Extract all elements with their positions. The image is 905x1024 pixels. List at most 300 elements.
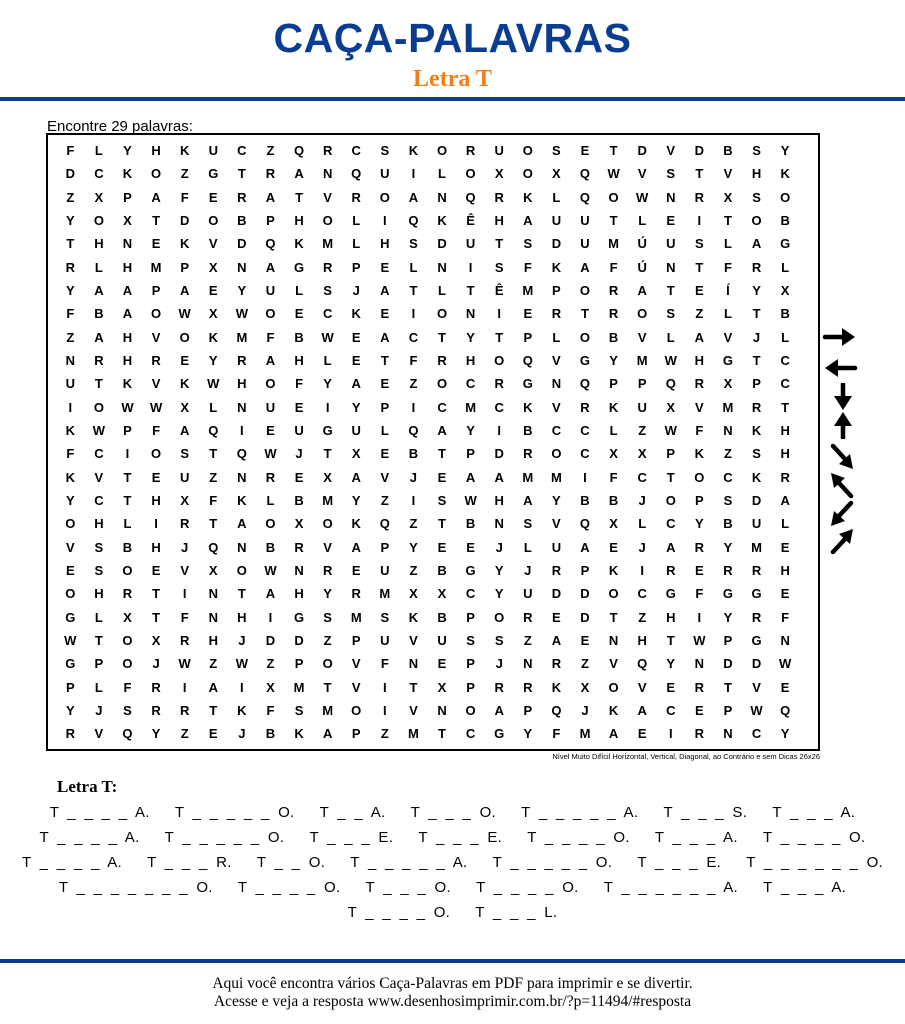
grid-cell[interactable]: V — [552, 399, 561, 415]
grid-cell[interactable]: R — [94, 352, 104, 368]
grid-cell[interactable]: S — [523, 516, 533, 532]
grid-cell[interactable]: L — [552, 329, 561, 345]
grid-cell[interactable]: Y — [609, 352, 618, 368]
grid-cell[interactable]: U — [265, 282, 276, 298]
grid-cell[interactable]: R — [351, 586, 361, 602]
grid-cell[interactable]: M — [408, 726, 419, 742]
grid-cell[interactable]: Y — [666, 656, 676, 672]
grid-cell[interactable]: G — [208, 166, 219, 182]
grid-cell[interactable]: T — [666, 632, 675, 648]
grid-cell[interactable]: R — [608, 282, 619, 298]
grid-cell[interactable]: T — [666, 282, 675, 298]
grid-cell[interactable]: O — [122, 562, 133, 578]
grid-cell[interactable]: A — [666, 539, 676, 555]
grid-cell[interactable]: A — [494, 469, 504, 485]
grid-cell[interactable]: O — [579, 329, 591, 345]
grid-cell[interactable]: B — [437, 609, 447, 625]
grid-cell[interactable]: I — [497, 306, 502, 322]
grid-cell[interactable]: X — [552, 166, 561, 182]
grid-cell[interactable]: I — [240, 679, 244, 695]
grid-cell[interactable]: C — [94, 446, 104, 462]
grid-cell[interactable]: X — [208, 259, 218, 275]
grid-cell[interactable]: E — [666, 212, 676, 228]
grid-cell[interactable]: X — [437, 586, 447, 602]
grid-cell[interactable]: H — [465, 352, 476, 368]
grid-cell[interactable]: Q — [408, 422, 419, 438]
grid-cell[interactable]: F — [180, 189, 189, 205]
grid-cell[interactable]: V — [695, 399, 704, 415]
grid-cell[interactable]: T — [609, 212, 618, 228]
grid-cell[interactable]: I — [240, 422, 244, 438]
grid-cell[interactable]: E — [380, 446, 390, 462]
grid-cell[interactable]: G — [65, 609, 76, 625]
grid-cell[interactable]: E — [208, 726, 218, 742]
grid-cell[interactable]: Y — [323, 376, 332, 392]
grid-cell[interactable]: B — [265, 539, 276, 555]
grid-cell[interactable]: Q — [265, 236, 276, 252]
grid-cell[interactable]: Z — [380, 492, 389, 508]
grid-cell[interactable]: S — [94, 562, 104, 578]
grid-cell[interactable]: L — [94, 609, 103, 625]
grid-cell[interactable]: O — [436, 376, 448, 392]
grid-cell[interactable]: O — [436, 143, 448, 158]
grid-cell[interactable]: L — [94, 143, 103, 158]
grid-cell[interactable]: C — [637, 469, 647, 485]
grid-cell[interactable]: H — [151, 539, 161, 555]
grid-cell[interactable]: H — [294, 586, 304, 602]
grid-cell[interactable]: F — [66, 446, 75, 462]
grid-cell[interactable]: G — [780, 236, 791, 252]
grid-cell[interactable]: U — [580, 212, 590, 228]
grid-cell[interactable]: U — [265, 399, 276, 415]
grid-cell[interactable]: Q — [293, 143, 305, 158]
grid-cell[interactable]: S — [523, 236, 533, 252]
grid-cell[interactable]: Z — [180, 726, 189, 742]
grid-cell[interactable]: H — [751, 166, 762, 182]
grid-cell[interactable]: R — [751, 399, 762, 415]
grid-cell[interactable]: L — [266, 492, 275, 508]
grid-cell[interactable]: X — [208, 306, 218, 322]
grid-cell[interactable]: U — [208, 143, 218, 158]
grid-cell[interactable]: H — [237, 609, 247, 625]
grid-cell[interactable]: K — [65, 469, 75, 485]
grid-cell[interactable]: T — [323, 446, 332, 462]
grid-cell[interactable]: A — [351, 469, 361, 485]
grid-cell[interactable]: P — [466, 656, 475, 672]
grid-cell[interactable]: H — [780, 422, 790, 438]
grid-cell[interactable]: T — [94, 632, 103, 648]
grid-cell[interactable]: F — [552, 726, 561, 742]
grid-cell[interactable]: S — [466, 632, 475, 648]
grid-cell[interactable]: R — [265, 469, 276, 485]
grid-cell[interactable]: V — [351, 679, 361, 695]
grid-cell[interactable]: G — [751, 632, 762, 648]
grid-cell[interactable]: V — [208, 236, 218, 252]
grid-cell[interactable]: R — [694, 189, 705, 205]
grid-cell[interactable]: F — [380, 656, 389, 672]
grid-cell[interactable]: N — [322, 166, 333, 182]
grid-cell[interactable]: Q — [579, 189, 591, 205]
grid-cell[interactable]: T — [495, 236, 504, 252]
grid-cell[interactable]: E — [380, 376, 390, 392]
grid-cell[interactable]: P — [380, 539, 390, 555]
grid-cell[interactable]: S — [494, 259, 504, 275]
grid-cell[interactable]: W — [464, 492, 477, 508]
grid-cell[interactable]: C — [322, 306, 333, 322]
grid-cell[interactable]: U — [666, 236, 676, 252]
grid-cell[interactable]: E — [695, 562, 704, 578]
grid-cell[interactable]: V — [151, 376, 161, 392]
grid-cell[interactable]: A — [751, 236, 762, 252]
grid-cell[interactable]: A — [208, 679, 218, 695]
grid-cell[interactable]: A — [523, 492, 533, 508]
grid-cell[interactable]: P — [580, 562, 590, 578]
grid-cell[interactable]: W — [235, 656, 248, 672]
grid-cell[interactable]: P — [94, 656, 104, 672]
grid-cell[interactable]: Y — [695, 516, 704, 532]
grid-cell[interactable]: P — [523, 329, 533, 345]
grid-cell[interactable]: L — [380, 422, 389, 438]
grid-cell[interactable]: W — [750, 702, 763, 718]
grid-cell[interactable]: A — [322, 726, 333, 742]
grid-cell[interactable]: I — [697, 609, 702, 625]
grid-cell[interactable]: I — [154, 516, 158, 532]
grid-cell[interactable]: Ê — [466, 212, 475, 228]
grid-cell[interactable]: H — [94, 586, 104, 602]
grid-cell[interactable]: T — [695, 259, 704, 275]
grid-cell[interactable]: R — [666, 562, 676, 578]
grid-cell[interactable]: Z — [409, 376, 418, 392]
grid-cell[interactable]: H — [780, 562, 790, 578]
grid-cell[interactable]: T — [752, 306, 761, 322]
grid-cell[interactable]: M — [322, 236, 334, 252]
grid-cell[interactable]: A — [265, 586, 276, 602]
grid-cell[interactable]: J — [495, 656, 503, 672]
grid-cell[interactable]: A — [122, 282, 133, 298]
grid-cell[interactable]: Y — [466, 329, 475, 345]
grid-cell[interactable]: Q — [522, 352, 533, 368]
grid-cell[interactable]: O — [494, 352, 505, 368]
grid-cell[interactable]: M — [636, 352, 648, 368]
grid-cell[interactable]: A — [608, 726, 619, 742]
grid-cell[interactable]: P — [637, 376, 647, 392]
grid-cell[interactable]: S — [323, 609, 332, 625]
grid-cell[interactable]: R — [151, 679, 161, 695]
grid-cell[interactable]: B — [580, 492, 590, 508]
grid-cell[interactable]: Y — [466, 422, 475, 438]
grid-cell[interactable]: X — [723, 189, 733, 205]
grid-cell[interactable]: O — [608, 189, 619, 205]
grid-cell[interactable]: C — [437, 399, 447, 415]
grid-cell[interactable]: X — [666, 399, 676, 415]
grid-cell[interactable]: E — [609, 539, 618, 555]
grid-cell[interactable]: L — [781, 516, 790, 532]
grid-cell[interactable]: M — [522, 282, 534, 298]
grid-cell[interactable]: E — [351, 329, 361, 345]
grid-cell[interactable]: R — [608, 306, 619, 322]
grid-cell[interactable]: V — [723, 166, 733, 182]
grid-cell[interactable]: R — [580, 399, 590, 415]
grid-cell[interactable]: T — [723, 212, 732, 228]
grid-cell[interactable]: L — [209, 399, 218, 415]
grid-cell[interactable]: O — [579, 282, 591, 298]
grid-cell[interactable]: S — [666, 306, 676, 322]
grid-cell[interactable]: R — [780, 469, 790, 485]
grid-cell[interactable]: M — [322, 702, 334, 718]
grid-cell[interactable]: K — [608, 399, 619, 415]
grid-cell[interactable]: L — [609, 422, 618, 438]
grid-cell[interactable]: R — [694, 679, 705, 695]
grid-cell[interactable]: B — [294, 329, 304, 345]
grid-cell[interactable]: R — [237, 189, 247, 205]
grid-cell[interactable]: F — [66, 306, 75, 322]
grid-cell[interactable]: L — [352, 236, 361, 252]
grid-cell[interactable]: S — [666, 166, 676, 182]
grid-cell[interactable]: V — [380, 469, 390, 485]
grid-cell[interactable]: Y — [351, 492, 361, 508]
grid-cell[interactable]: F — [152, 422, 161, 438]
grid-cell[interactable]: Z — [209, 656, 218, 672]
grid-cell[interactable]: T — [152, 586, 161, 602]
grid-cell[interactable]: K — [608, 562, 619, 578]
grid-cell[interactable]: N — [437, 702, 447, 718]
grid-cell[interactable]: G — [722, 586, 734, 602]
grid-cell[interactable]: T — [380, 352, 389, 368]
grid-cell[interactable]: K — [694, 446, 705, 462]
grid-cell[interactable]: X — [609, 516, 618, 532]
grid-cell[interactable]: W — [779, 656, 792, 672]
grid-cell[interactable]: N — [780, 632, 790, 648]
grid-cell[interactable]: X — [437, 679, 447, 695]
grid-cell[interactable]: K — [408, 609, 419, 625]
grid-cell[interactable]: O — [236, 562, 247, 578]
grid-cell[interactable]: S — [294, 702, 304, 718]
grid-cell[interactable]: S — [695, 236, 704, 252]
grid-cell[interactable]: G — [65, 656, 76, 672]
grid-cell[interactable]: R — [551, 562, 562, 578]
grid-cell[interactable]: V — [94, 726, 104, 742]
grid-cell[interactable]: X — [323, 469, 332, 485]
grid-cell[interactable]: V — [323, 539, 332, 555]
grid-cell[interactable]: R — [65, 259, 75, 275]
grid-cell[interactable]: C — [780, 376, 790, 392]
grid-cell[interactable]: F — [180, 609, 189, 625]
grid-cell[interactable]: N — [694, 656, 705, 672]
grid-cell[interactable]: K — [237, 702, 247, 718]
grid-cell[interactable]: I — [640, 562, 644, 578]
grid-cell[interactable]: Q — [408, 212, 419, 228]
grid-cell[interactable]: W — [636, 189, 649, 205]
grid-cell[interactable]: J — [352, 282, 360, 298]
grid-cell[interactable]: U — [294, 422, 304, 438]
grid-cell[interactable]: A — [637, 702, 647, 718]
grid-cell[interactable]: Y — [494, 586, 504, 602]
grid-cell[interactable]: I — [411, 306, 416, 322]
grid-cell[interactable]: R — [265, 166, 276, 182]
grid-cell[interactable]: T — [466, 282, 475, 298]
grid-cell[interactable]: P — [266, 212, 275, 228]
grid-cell[interactable]: E — [637, 726, 647, 742]
grid-cell[interactable]: O — [265, 306, 276, 322]
grid-cell[interactable]: H — [494, 492, 504, 508]
grid-cell[interactable]: E — [65, 562, 75, 578]
grid-cell[interactable]: C — [94, 492, 104, 508]
grid-cell[interactable]: E — [294, 399, 304, 415]
grid-cell[interactable]: A — [780, 492, 790, 508]
grid-cell[interactable]: D — [723, 656, 733, 672]
grid-cell[interactable]: Y — [752, 282, 761, 298]
grid-cell[interactable]: T — [209, 516, 218, 532]
grid-cell[interactable]: H — [294, 212, 304, 228]
grid-cell[interactable]: C — [751, 726, 762, 742]
grid-cell[interactable]: U — [380, 562, 390, 578]
grid-cell[interactable]: T — [323, 679, 332, 695]
grid-cell[interactable]: T — [581, 306, 589, 322]
grid-cell[interactable]: G — [494, 726, 505, 742]
grid-cell[interactable]: P — [180, 259, 189, 275]
grid-cell[interactable]: N — [666, 189, 676, 205]
grid-cell[interactable]: X — [208, 562, 218, 578]
grid-cell[interactable]: O — [522, 143, 533, 158]
grid-cell[interactable]: J — [752, 329, 761, 345]
grid-cell[interactable]: B — [465, 516, 476, 532]
grid-cell[interactable]: Q — [379, 516, 390, 532]
grid-cell[interactable]: M — [150, 259, 162, 275]
grid-cell[interactable]: U — [65, 376, 75, 392]
grid-cell[interactable]: V — [180, 562, 189, 578]
grid-cell[interactable]: R — [751, 259, 762, 275]
grid-cell[interactable]: F — [409, 352, 418, 368]
grid-cell[interactable]: L — [781, 329, 790, 345]
grid-cell[interactable]: P — [752, 376, 761, 392]
grid-cell[interactable]: S — [752, 143, 761, 158]
grid-cell[interactable]: C — [580, 422, 590, 438]
grid-cell[interactable]: R — [494, 189, 504, 205]
grid-cell[interactable]: W — [264, 446, 277, 462]
grid-cell[interactable]: J — [238, 632, 246, 648]
grid-cell[interactable]: I — [668, 726, 673, 742]
grid-cell[interactable]: T — [237, 166, 246, 182]
grid-cell[interactable]: P — [723, 632, 733, 648]
grid-cell[interactable]: H — [380, 236, 390, 252]
grid-cell[interactable]: L — [352, 212, 361, 228]
grid-cell[interactable]: E — [695, 282, 704, 298]
grid-cell[interactable]: Z — [66, 329, 75, 345]
grid-cell[interactable]: A — [265, 352, 276, 368]
grid-cell[interactable]: B — [780, 306, 790, 322]
grid-cell[interactable]: A — [294, 166, 304, 182]
grid-cell[interactable]: K — [122, 166, 133, 182]
grid-cell[interactable]: H — [694, 352, 705, 368]
grid-cell[interactable]: H — [294, 352, 304, 368]
grid-cell[interactable]: E — [437, 656, 447, 672]
grid-cell[interactable]: Q — [122, 726, 133, 742]
grid-cell[interactable]: X — [266, 679, 275, 695]
grid-cell[interactable]: V — [637, 166, 647, 182]
grid-cell[interactable]: J — [638, 492, 646, 508]
grid-cell[interactable]: I — [325, 399, 330, 415]
grid-cell[interactable]: Q — [780, 702, 791, 718]
grid-cell[interactable]: L — [723, 306, 732, 322]
grid-cell[interactable]: D — [580, 586, 590, 602]
grid-cell[interactable]: F — [123, 679, 132, 695]
grid-cell[interactable]: X — [180, 399, 189, 415]
grid-cell[interactable]: V — [409, 702, 418, 718]
grid-cell[interactable]: J — [95, 702, 103, 718]
grid-cell[interactable]: T — [723, 679, 732, 695]
grid-cell[interactable]: H — [94, 236, 104, 252]
grid-cell[interactable]: S — [723, 492, 733, 508]
grid-cell[interactable]: M — [293, 679, 305, 695]
grid-cell[interactable]: A — [351, 539, 361, 555]
grid-cell[interactable]: P — [466, 679, 475, 695]
grid-cell[interactable]: V — [94, 469, 104, 485]
grid-cell[interactable]: H — [151, 492, 161, 508]
grid-cell[interactable]: A — [179, 422, 190, 438]
grid-cell[interactable]: D — [751, 492, 762, 508]
grid-cell[interactable]: R — [494, 679, 504, 695]
grid-cell[interactable]: V — [637, 329, 647, 345]
grid-cell[interactable]: R — [465, 143, 476, 158]
grid-cell[interactable]: E — [437, 469, 447, 485]
grid-cell[interactable]: A — [580, 259, 590, 275]
grid-cell[interactable]: F — [266, 702, 275, 718]
grid-cell[interactable]: O — [122, 632, 133, 648]
grid-cell[interactable]: O — [265, 376, 276, 392]
grid-cell[interactable]: T — [237, 586, 246, 602]
grid-cell[interactable]: M — [322, 492, 334, 508]
grid-cell[interactable]: R — [151, 352, 161, 368]
grid-cell[interactable]: T — [495, 329, 504, 345]
grid-cell[interactable]: K — [780, 166, 790, 182]
grid-cell[interactable]: D — [694, 143, 705, 158]
grid-cell[interactable]: A — [94, 282, 104, 298]
grid-cell[interactable]: E — [780, 586, 790, 602]
grid-cell[interactable]: P — [351, 726, 361, 742]
grid-cell[interactable]: R — [322, 562, 333, 578]
grid-cell[interactable]: C — [494, 399, 504, 415]
grid-cell[interactable]: T — [152, 212, 161, 228]
grid-cell[interactable]: N — [465, 306, 476, 322]
grid-cell[interactable]: I — [383, 212, 387, 228]
grid-cell[interactable]: R — [694, 539, 705, 555]
grid-cell[interactable]: Q — [551, 702, 562, 718]
grid-cell[interactable]: L — [438, 166, 446, 182]
grid-cell[interactable]: S — [752, 189, 761, 205]
grid-cell[interactable]: R — [551, 306, 562, 322]
grid-cell[interactable]: P — [294, 656, 304, 672]
grid-cell[interactable]: M — [236, 329, 248, 345]
grid-cell[interactable]: H — [666, 609, 676, 625]
grid-cell[interactable]: E — [437, 539, 447, 555]
grid-cell[interactable]: X — [609, 446, 618, 462]
grid-cell[interactable]: F — [609, 259, 618, 275]
grid-cell[interactable]: E — [151, 562, 161, 578]
grid-cell[interactable]: F — [523, 259, 532, 275]
grid-cell[interactable]: O — [208, 212, 219, 228]
grid-cell[interactable]: B — [608, 329, 619, 345]
grid-cell[interactable]: X — [294, 516, 304, 532]
grid-cell[interactable]: T — [152, 609, 161, 625]
grid-cell[interactable]: S — [552, 143, 561, 158]
grid-cell[interactable]: W — [664, 352, 677, 368]
grid-cell[interactable]: Y — [65, 702, 75, 718]
grid-cell[interactable]: Q — [236, 446, 247, 462]
grid-cell[interactable]: T — [752, 352, 761, 368]
grid-cell[interactable]: E — [294, 469, 304, 485]
grid-cell[interactable]: D — [65, 166, 75, 182]
grid-cell[interactable]: R — [751, 609, 762, 625]
